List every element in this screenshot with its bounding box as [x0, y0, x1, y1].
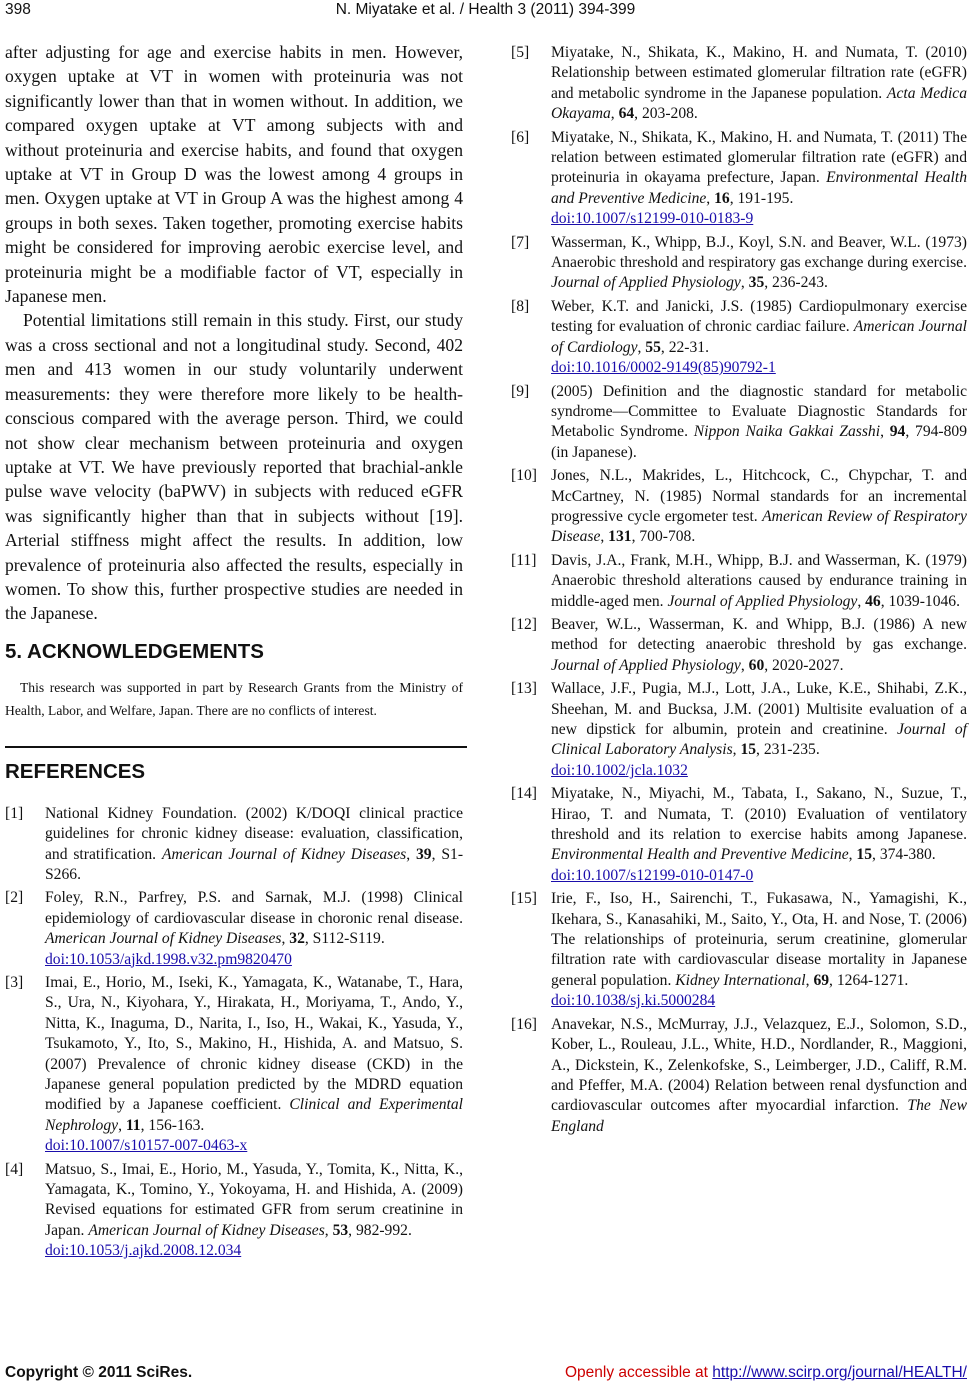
reference-volume: 35: [748, 274, 765, 292]
reference-authors-title: Foley, R.N., Parfrey, P.S. and Sarnak, M.J. (1998) Clinical epidemiology of cardiovascular disease in choronic renal disease.: [45, 889, 463, 927]
reference-volume: 15: [740, 741, 757, 759]
reference-volume: 94: [889, 423, 906, 441]
body-paragraph-2: Potential limitations still remain in this study. First, our study was a cross sectional and not a longitudinal study. Second, 402 men and 413 women in our study voluntarily underwent measurements: they were therefore more likely to be health-conscious compared with the average person. Third, we could not show clear mechanism between proteinuria and oxygen uptake at VT. We have previously reported that brachial-ankle pulse wave velocity (baPWV) in subjects with reduced eGFR was significantly higher than that in subjects without [19]. Arterial stiffness might affect the results. In addition, low prevalence of proteinuria also affected the results, especially in women. To show this, further prospective studies are needed in the Japanese.: [5, 310, 463, 624]
reference-separator: ,: [637, 338, 646, 356]
references-list-left: [5, 804, 463, 1262]
reference-number: [8]: [511, 297, 530, 315]
reference-authors-title: Davis, J.A., Frank, M.H., Whipp, B.J. and Wasserman, K. (1979) Anaerobic threshold alterations caused by endurance training in middle-aged men.: [551, 551, 967, 610]
reference-volume: 55: [645, 338, 661, 356]
reference-number: [1]: [5, 804, 24, 822]
reference-number: [10]: [511, 467, 537, 485]
reference-doi-link[interactable]: doi:10.1016/0002-9149(85)90792-1: [551, 359, 776, 377]
reference-separator: ,: [406, 845, 416, 863]
copyright: Copyright © 2011 SciRes.: [5, 1364, 193, 1381]
reference-doi-link[interactable]: doi:10.1038/sj.ki.5000284: [551, 992, 716, 1010]
reference-volume: 53: [332, 1221, 349, 1239]
reference-separator: ,: [848, 846, 857, 864]
reference-separator: ,: [118, 1116, 126, 1134]
reference-number: [6]: [511, 128, 530, 146]
right-column: [511, 43, 967, 1140]
reference-pages: , S112-S119.: [304, 930, 385, 948]
reference-authors-title: Beaver, W.L., Wasserman, K. and Whipp, B.J. (1986) A new method for detecting anaerobic threshold by gas exchange.: [551, 615, 967, 654]
left-column: [5, 40, 463, 1265]
reference-pages: , 22-31.: [660, 338, 709, 356]
reference-item: [5, 973, 463, 1157]
reference-doi-link[interactable]: doi:10.1007/s10157-007-0463-x: [45, 1137, 248, 1155]
reference-pages: , 1039-1046.: [880, 592, 960, 610]
reference-item: [511, 466, 967, 548]
reference-doi-link[interactable]: doi:10.1007/s12199-010-0147-0: [551, 866, 754, 884]
reference-journal: Journal of Applied Physiology: [551, 656, 741, 674]
reference-volume: 64: [618, 105, 635, 123]
reference-pages: , 236-243.: [764, 274, 828, 292]
reference-separator: ,: [880, 423, 890, 441]
reference-pages: , 231-235.: [756, 741, 820, 759]
reference-volume: 69: [813, 971, 830, 989]
reference-journal: Acta Medica Okayama: [551, 84, 968, 123]
journal-link[interactable]: http://www.scirp.org/journal/HEALTH/: [712, 1364, 967, 1381]
reference-journal: Environmental Health and Preventive Medicine: [551, 846, 849, 864]
reference-separator: ,: [732, 741, 741, 759]
reference-journal: American Journal of Kidney Diseases: [88, 1221, 325, 1239]
reference-volume: 16: [714, 189, 730, 207]
reference-item: [511, 615, 967, 676]
reference-item: [511, 128, 967, 230]
reference-authors-title: (2005) Definition and the diagnostic standard for metabolic syndrome—Committee to Evaluate Diagnostic Standards for Metabolic Syndrome.: [551, 382, 967, 441]
reference-number: [16]: [511, 1015, 537, 1033]
reference-item: [5, 888, 463, 970]
references-heading: REFERENCES: [5, 759, 146, 783]
reference-separator: ,: [610, 105, 619, 123]
reference-journal: The New England: [551, 1097, 968, 1135]
reference-pages: , 2020-2027.: [764, 656, 844, 674]
reference-authors-title: Wasserman, K., Whipp, B.J., Koyl, S.N. and Beaver, W.L. (1973) Anaerobic threshold and respiratory gas exchange during exercise.: [551, 233, 967, 272]
reference-journal: American Journal of Cardiology: [551, 318, 967, 356]
reference-separator: ,: [706, 189, 715, 207]
reference-volume: 15: [856, 846, 873, 864]
open-access-note: [565, 1364, 967, 1382]
references-list-right: [511, 43, 967, 1137]
reference-separator: ,: [805, 971, 814, 989]
reference-item: [511, 1015, 967, 1137]
reference-separator: ,: [857, 592, 866, 610]
reference-journal: Clinical and Experimental Nephrology: [45, 1096, 463, 1134]
reference-pages: , S1-S266.: [45, 845, 464, 883]
page-header: [0, 0, 971, 22]
reference-separator: ,: [740, 656, 749, 674]
reference-journal: Journal of Applied Physiology: [551, 274, 741, 292]
reference-authors-title: Miyatake, N., Shikata, K., Makino, H. and Numata, T. (2010) Relationship between estimated glomerular filtration rate (eGFR) and metabolic syndrome in the Japanese population.: [551, 44, 967, 102]
reference-pages: , 156-163.: [140, 1116, 205, 1134]
reference-number: [11]: [511, 551, 537, 569]
reference-number: [7]: [511, 233, 530, 251]
reference-journal: Journal of Clinical Laboratory Analysis: [551, 721, 967, 759]
reference-authors-title: Weber, K.T. and Janicki, J.S. (1985) Cardiopulmonary exercise testing for evaluation of chronic cardiac failure.: [551, 297, 967, 336]
reference-journal: American Journal of Kidney Diseases: [161, 845, 407, 863]
reference-item: [5, 1160, 463, 1262]
reference-doi-link[interactable]: doi:10.1007/s12199-010-0183-9: [551, 210, 754, 228]
reference-volume: 46: [865, 592, 881, 610]
reference-authors-title: Irie, F., Iso, H., Sairenchi, T., Fukasawa, N., Yamagishi, K., Ikehara, S., Kanasahiki, M., Saito, Y., Ota, H. and Nose, T. (2006) The relationships of proteinuria, serum creatinine, glomerular filtration rate with cardiovascular disease mortality in Japanese general population.: [551, 890, 967, 989]
reference-authors-title: Imai, E., Horio, M., Iseki, K., Yamagata, K., Watanabe, T., Hara, S., Ura, N., Kiyohara, Y., Hirakata, H., Moriyama, T., Ando, Y., Nitta, K., Inaguma, D., Narita, I., Iso, H., Wakai, K., Yasuda, Y., Tsukamoto, Y., Ito, S., Makino, H., Hishida, A. and Matsuo, S. (2007) Prevalence of chronic kidney disease (CKD) in the Japanese general population predicted by the MDRD equation modified by a Japanese coefficient.: [45, 974, 463, 1114]
reference-item: [5, 804, 463, 886]
reference-authors-title: National Kidney Foundation. (2002) K/DOQI clinical practice guidelines for chronic kidney disease: evaluation, classification, and stratification.: [45, 804, 463, 863]
reference-authors-title: Jones, N.L., Makrides, L., Hitchcock, C., Chypchar, T. and McCartney, N. (1985) Normal standards for an incremental progressive cycle ergometer test.: [551, 467, 967, 525]
body-paragraph-1: after adjusting for age and exercise habits in men. However, oxygen uptake at VT in women with proteinuria was not significantly lower than that in women without. In addition, we compared oxygen uptake at VT among subjects with and without proteinuria and exercise habits, and found that oxygen uptake at VT in Group D was the lowest among 4 groups in men. Oxygen uptake at VT in Group A was the highest among 4 groups in both sexes. Taken together, promoting exercise habits might be considered for improving aerobic exercise level, and proteinuria might be a modifiable factor of VT, especially in Japanese men.: [5, 42, 463, 307]
reference-number: [4]: [5, 1160, 24, 1178]
reference-pages: , 191-195.: [729, 189, 794, 207]
reference-number: [12]: [511, 615, 537, 633]
reference-volume: 32: [289, 930, 305, 948]
reference-pages: , 203-208.: [634, 105, 698, 123]
reference-item: [511, 297, 967, 379]
reference-pages: , 700-708.: [631, 528, 696, 546]
reference-authors-title: Wallace, J.F., Pugia, M.J., Lott, J.A., Luke, K.E., Shihabi, Z.K., Sheehan, M. and Bucksa, J.M. (2001) Multisite evaluation of a new dipstick for albumin, protein and creatinine.: [551, 680, 967, 738]
reference-separator: ,: [600, 528, 609, 546]
reference-number: [9]: [511, 382, 530, 400]
reference-authors-title: Matsuo, S., Imai, E., Horio, M., Yasuda, Y., Tomita, K., Nitta, K., Yamagata, K., Tomino, Y., Yokoyama, H. and Hishida, A. (2009) Revised equations for estimated GFR from serum creatinine in Japan.: [45, 1160, 463, 1239]
reference-volume: 39: [416, 845, 432, 863]
reference-volume: 60: [748, 656, 765, 674]
acknowledgements-text: This research was supported in part by Research Grants from the Ministry of Health, Labor, and Welfare, Japan. There are no conflicts of interest.: [5, 679, 463, 719]
reference-item: [511, 233, 967, 294]
section-divider: [5, 746, 467, 748]
reference-number: [3]: [5, 974, 24, 991]
page-number: 398: [5, 1, 31, 18]
reference-number: [5]: [511, 44, 530, 61]
reference-doi-link[interactable]: doi:10.1053/j.ajkd.2008.12.034: [45, 1242, 242, 1260]
reference-journal: Journal of Applied Physiology: [667, 592, 858, 610]
reference-pages: , 374-380.: [872, 846, 936, 864]
reference-separator: ,: [740, 274, 749, 292]
reference-item: [511, 679, 967, 781]
reference-journal: Environmental Health and Preventive Medicine: [551, 169, 967, 207]
reference-journal: American Journal of Kidney Diseases: [45, 930, 282, 948]
reference-number: [15]: [511, 890, 537, 908]
reference-separator: ,: [281, 930, 290, 948]
acknowledgements-heading: 5. ACKNOWLEDGEMENTS: [5, 639, 264, 663]
reference-item: [511, 784, 967, 886]
reference-doi-link[interactable]: doi:10.1002/jcla.1032: [551, 761, 688, 779]
reference-item: [511, 551, 967, 612]
reference-journal: Kidney International: [675, 971, 806, 989]
open-access-label: Openly accessible at: [564, 1364, 713, 1381]
reference-volume: 131: [608, 528, 632, 546]
reference-number: [13]: [511, 680, 537, 698]
reference-number: [14]: [511, 785, 537, 803]
reference-pages: , 1264-1271.: [829, 971, 909, 989]
reference-authors-title: Anavekar, N.S., McMurray, J.J., Velazquez, E.J., Solomon, S.D., Kober, L., Rouleau, J.L., White, H.D., Nordlander, R., Maggioni, A., Dickstein, K., Zelenkofske, S., Leimberger, J.D., Califf, R.M. and Pfeffer, M.A. (2004) Relation between renal dysfunction and cardiovascular outcomes after myocardial infarction.: [551, 1015, 967, 1115]
reference-authors-title: Miyatake, N., Miyachi, M., Tabata, I., Sakano, N., Suzue, T., Hirao, T. and Numata, T. (2010) Evaluation of ventilatory threshold and its relation to exercise habits among Japanese.: [551, 785, 967, 844]
reference-separator: ,: [324, 1221, 333, 1239]
running-title: N. Miyatake et al. / Health 3 (2011) 394-399: [335, 1, 636, 18]
reference-doi-link[interactable]: doi:10.1053/ajkd.1998.v32.pm9820470: [45, 950, 292, 968]
reference-pages: , 794-809 (in Japanese).: [551, 423, 967, 461]
reference-pages: , 982-992.: [348, 1221, 412, 1239]
reference-item: [511, 43, 967, 125]
reference-number: [2]: [5, 889, 24, 907]
reference-journal: American Review of Respiratory Disease: [551, 507, 967, 546]
reference-authors-title: Miyatake, N., Shikata, K., Makino, H. and Numata, T. (2011) The relation between estimated glomerular filtration rate (eGFR) and proteinuria in okayama prefecture, Japan.: [551, 128, 967, 187]
reference-item: [511, 889, 967, 1011]
reference-journal: Nippon Naika Gakkai Zasshi: [693, 423, 881, 441]
reference-volume: 11: [125, 1116, 141, 1134]
reference-item: [511, 382, 967, 464]
